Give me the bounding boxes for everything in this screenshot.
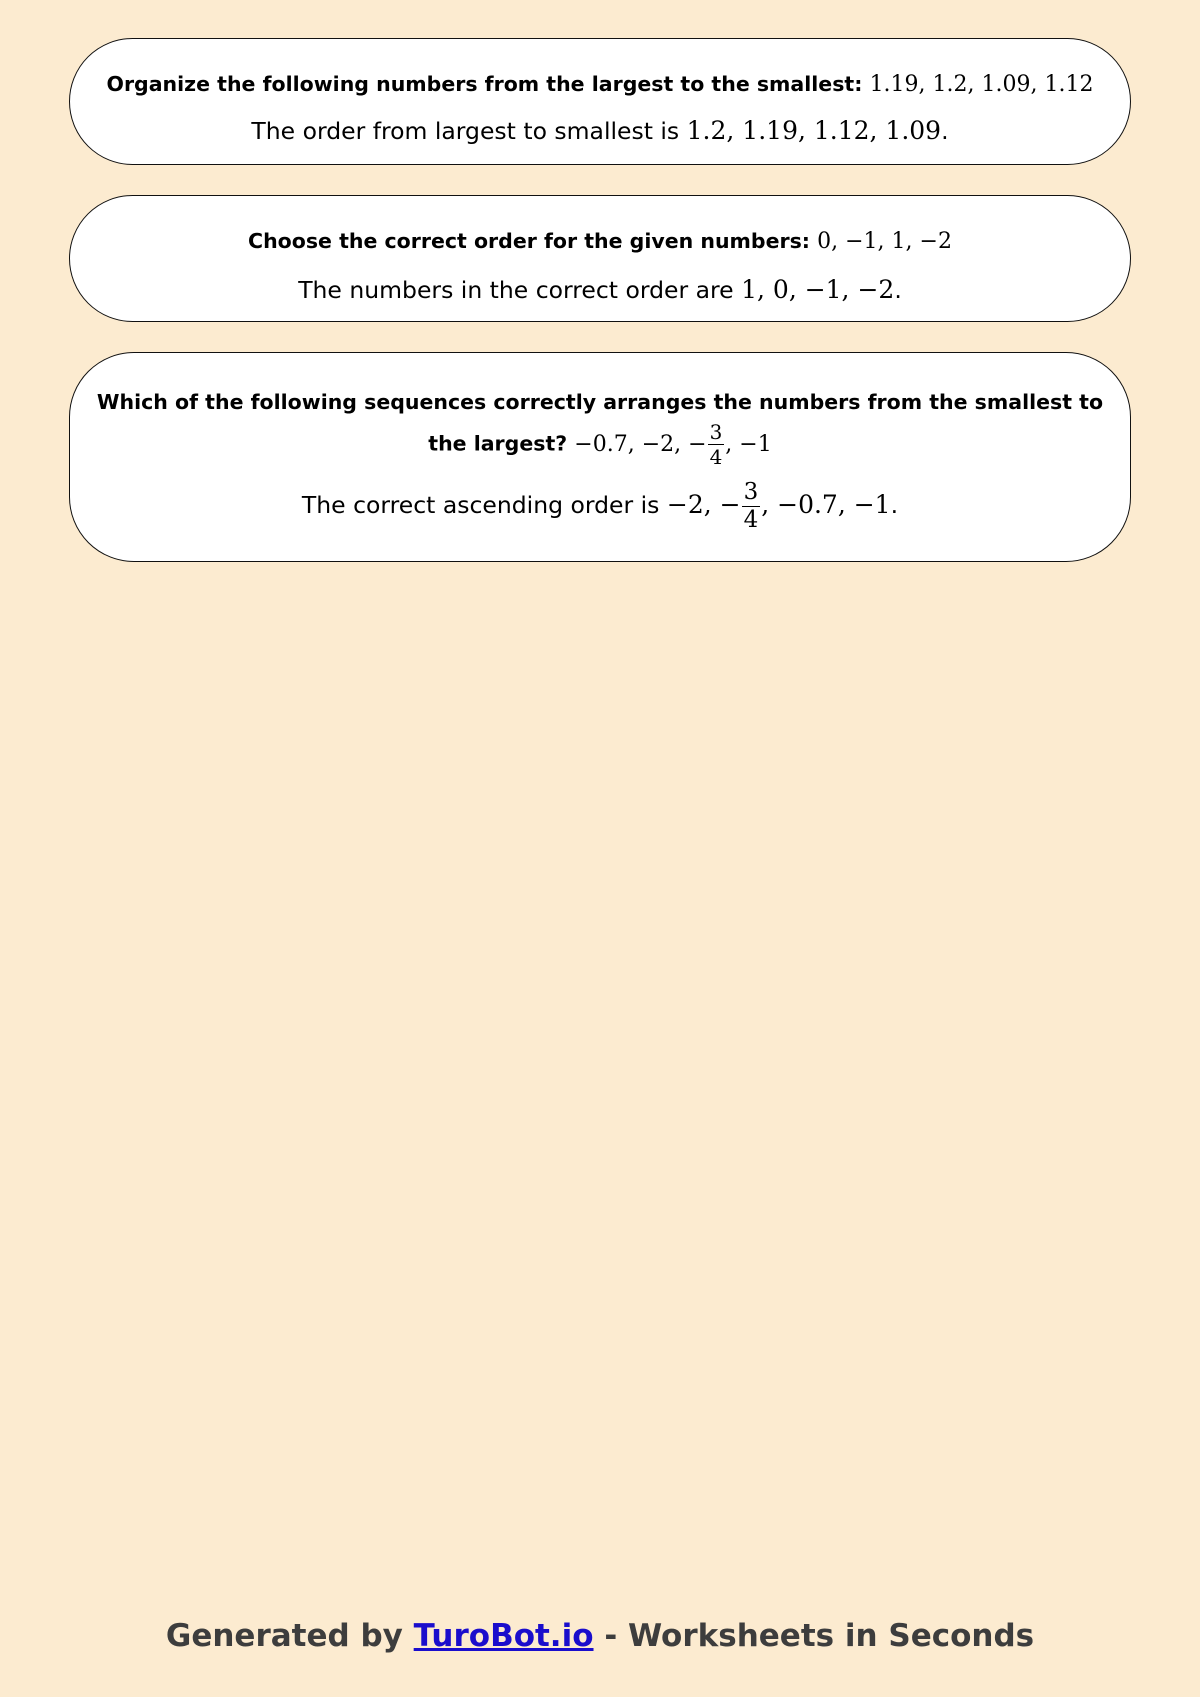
answer-text: The correct ascending order is [301, 491, 660, 519]
question-math: 1.19, 1.2, 1.09, 1.12 [869, 72, 1094, 97]
answer-period: . [890, 491, 899, 519]
fraction-denominator: 4 [743, 507, 759, 533]
answer-text: The order from largest to smallest is [251, 117, 680, 145]
footer-prefix: Generated by [165, 1618, 403, 1654]
fraction-denominator: 4 [709, 445, 723, 469]
answer-math-post: , −0.7, −1 [761, 490, 891, 519]
answer-text: The numbers in the correct order are [298, 276, 734, 304]
answer-period: . [894, 276, 902, 304]
turobot-link[interactable]: TuroBot.io [413, 1618, 594, 1654]
question-text: Organize the following numbers from the largest to the smallest: [106, 72, 863, 96]
problem-card-3 [69, 352, 1131, 562]
footer-suffix: - Worksheets in Seconds [604, 1618, 1035, 1654]
answer-math [666, 479, 891, 533]
answer-1 [90, 111, 1110, 151]
question-math-post: , −1 [725, 431, 772, 457]
problem-card-1 [69, 38, 1131, 165]
question-3 [90, 353, 1110, 467]
problem-card-2 [69, 195, 1131, 322]
answer-fraction [742, 481, 761, 532]
question-2 [90, 196, 1110, 261]
question-1 [90, 39, 1110, 104]
answer-math: 1, 0, −1, −2 [741, 275, 895, 304]
footer [0, 1618, 1200, 1654]
fraction-numerator: 3 [743, 479, 759, 505]
fraction-numerator: 3 [709, 420, 723, 444]
question-text: Choose the correct order for the given numbers: [248, 229, 810, 253]
answer-math: 1.2, 1.19, 1.12, 1.09 [686, 116, 942, 145]
question-math-pre: −0.7, −2, − [574, 431, 707, 457]
answer-math-pre: −2, − [666, 490, 741, 519]
answer-3 [90, 481, 1110, 532]
answer-period: . [941, 117, 949, 145]
question-math: 0, −1, 1, −2 [817, 229, 952, 254]
question-fraction [708, 422, 725, 467]
question-text: Which of the following sequences correctly arranges the numbers from the smallest to the largest? [96, 390, 1104, 456]
answer-2 [90, 270, 1110, 310]
question-math [574, 420, 772, 469]
